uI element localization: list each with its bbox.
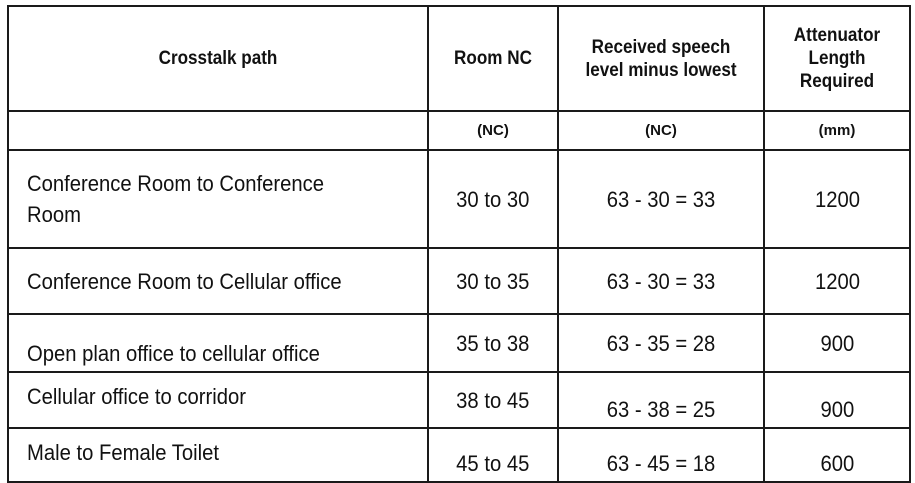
row-room-nc [428,248,558,314]
header-room-nc [435,6,552,111]
row-room-nc-text: 30 to 30 [456,186,530,212]
row-received [558,248,764,314]
unit-room-nc: (NC) [428,111,558,150]
row-received [558,372,764,428]
row-length [764,314,910,372]
row-path-line1: Conference Room to Cellular office [27,268,342,294]
table-row [8,150,910,248]
row-path-line1: Conference Room to Conference [27,171,325,196]
header-atten-line2: Length [808,48,866,69]
row-path-line1: Open plan office to cellular office [27,341,320,366]
header-row [8,6,910,111]
header-atten-line1: Attenuator [793,25,881,46]
table-row [8,372,910,428]
row-length [764,372,910,428]
row-path-line2: Room [27,202,81,227]
header-atten-line3: Required [799,71,875,92]
row-length-text: 1200 [814,186,860,212]
unit-path-empty [8,111,428,150]
row-room-nc [428,150,558,248]
unit-received: (NC) [558,111,764,150]
row-room-nc-text: 35 to 38 [456,330,530,356]
table-row [8,314,910,372]
row-path-line1: Cellular office to corridor [27,384,246,409]
row-length [764,428,910,482]
row-received [558,150,764,248]
table-row [8,428,910,482]
crosstalk-table [7,5,911,483]
row-length-text: 900 [820,330,854,356]
row-length [764,248,910,314]
row-path [8,372,428,428]
row-received-text: 63 - 30 = 33 [606,186,716,212]
table-row [8,248,910,314]
row-length-text: 600 [820,451,854,476]
unit-atten: (mm) [764,111,910,150]
row-room-nc [428,428,558,482]
header-path-text: Crosstalk path [158,48,278,69]
row-room-nc-text: 30 to 35 [456,268,530,294]
row-path [8,248,428,314]
header-received-line1: Received speech [591,36,731,58]
row-path [8,428,428,482]
row-received-text: 63 - 38 = 25 [606,397,716,422]
row-path-line1: Male to Female Toilet [27,440,220,465]
row-room-nc-text: 38 to 45 [456,387,530,413]
row-room-nc [428,314,558,372]
header-attenuator-length [771,6,902,111]
header-received-line2: level minus lowest [585,59,737,81]
row-room-nc [428,372,558,428]
row-received-text: 63 - 30 = 33 [606,268,716,294]
row-received-text: 63 - 35 = 28 [606,330,716,356]
row-length-text: 1200 [814,268,860,294]
row-room-nc-text: 45 to 45 [456,451,530,476]
header-room-nc-text: Room NC [454,48,532,69]
header-received-speech [568,6,753,111]
unit-row [8,111,910,150]
row-received [558,314,764,372]
row-received-text: 63 - 45 = 18 [606,451,716,476]
row-received [558,428,764,482]
row-path [8,314,428,372]
header-crosstalk-path [29,6,407,111]
row-length-text: 900 [820,397,854,422]
row-length [764,150,910,248]
row-path [8,150,428,248]
